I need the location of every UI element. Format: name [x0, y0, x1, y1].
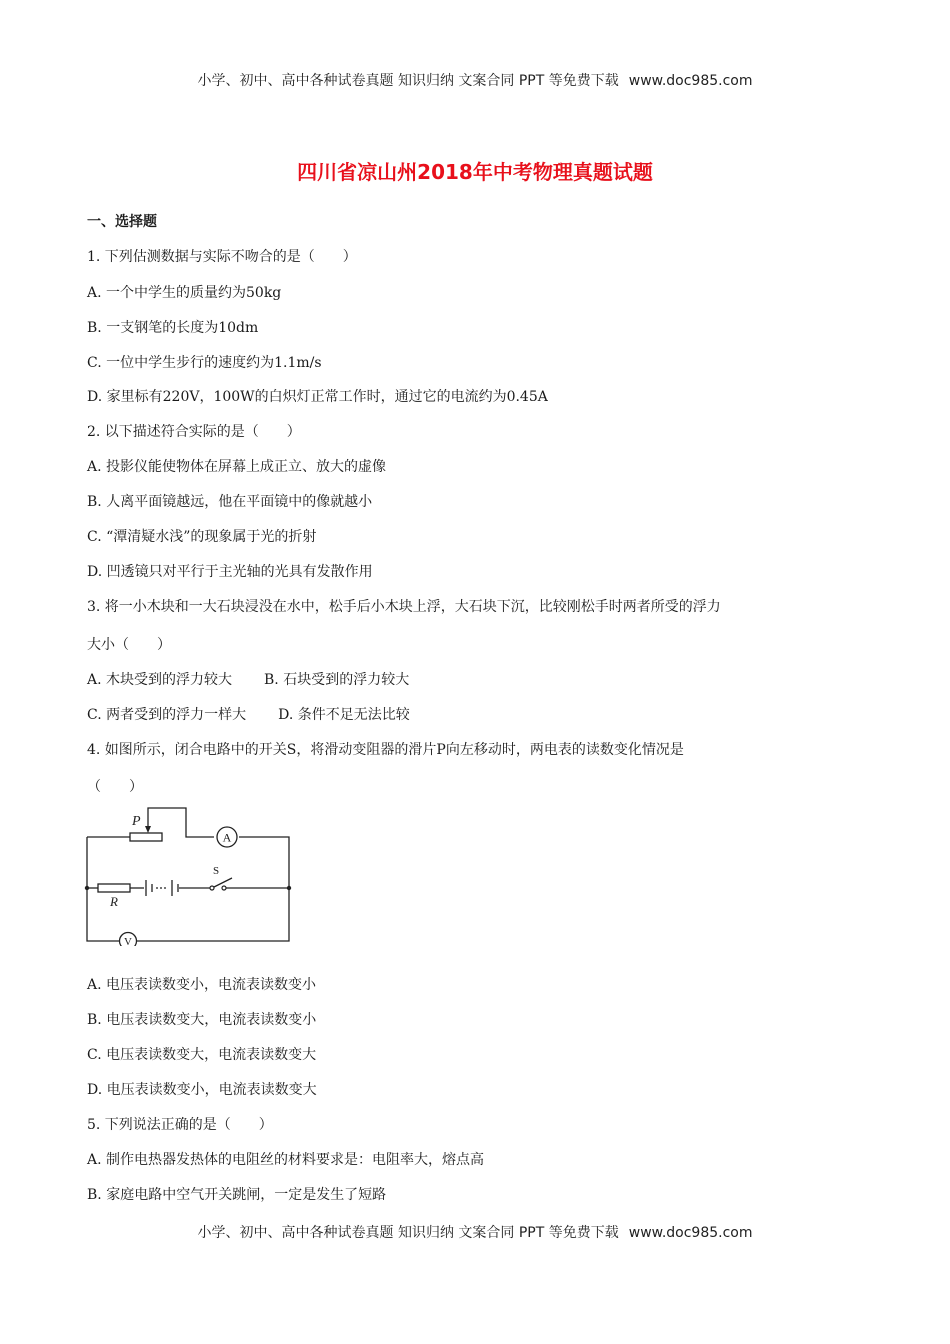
- q1-stem: 1. 下列估测数据与实际不吻合的是（ ）: [87, 249, 357, 265]
- q5-stem: 5. 下列说法正确的是（ ）: [87, 1117, 273, 1133]
- q2-stem: 2. 以下描述符合实际的是（ ）: [87, 424, 301, 440]
- header-text: 小学、初中、高中各种试卷真题 知识归纳 文案合同 PPT 等免费下载: [197, 73, 619, 89]
- voltmeter-label: V: [124, 936, 132, 946]
- q2-option-d: D. 凹透镜只对平行于主光轴的光具有发散作用: [87, 564, 373, 580]
- q3-stem-line2: 大小（ ）: [87, 637, 171, 653]
- page-header: [0, 70, 950, 90]
- q4-option-a: A. 电压表读数变小，电流表读数变小: [87, 977, 317, 993]
- resistor-r: [98, 884, 130, 892]
- q3-options-row2: [87, 704, 410, 724]
- switch-label-s: S: [213, 865, 220, 877]
- q3-option-c: C. 两者受到的浮力一样大: [87, 707, 247, 723]
- q5-option-b: B. 家庭电路中空气开关跳闸，一定是发生了短路: [87, 1187, 387, 1203]
- q2-option-a: A. 投影仪能使物体在屏幕上成正立、放大的虚像: [87, 459, 387, 475]
- q4-stem-line1: 4. 如图所示，闭合电路中的开关S，将滑动变阻器的滑片P向左移动时，两电表的读数变化情况是: [87, 742, 684, 758]
- resistor-label-r: R: [110, 894, 118, 909]
- footer-text: 小学、初中、高中各种试卷真题 知识归纳 文案合同 PPT 等免费下载: [197, 1225, 619, 1241]
- circuit-diagram: [82, 806, 297, 946]
- q3-stem-line1: 3. 将一小木块和一大石块浸没在水中，松手后小木块上浮，大石块下沉，比较刚松手时两者所受的浮力: [87, 599, 721, 615]
- page-title: 四川省凉山州2018年中考物理真题试题: [297, 160, 653, 184]
- switch-contact-b: [222, 886, 226, 890]
- q1-option-a: A. 一个中学生的质量约为50kg: [87, 285, 282, 301]
- ammeter-label: A: [222, 830, 232, 845]
- q1-option-b: B. 一支钢笔的长度为10dm: [87, 320, 259, 336]
- q4-stem-line2: （ ）: [87, 779, 143, 795]
- q3-options-row1: [87, 669, 409, 689]
- slider-label-p: P: [132, 814, 141, 829]
- q3-option-b: B. 石块受到的浮力较大: [264, 672, 410, 688]
- header-site-link[interactable]: www.doc985.com: [628, 73, 753, 89]
- q3-option-a: A. 木块受到的浮力较大: [87, 672, 233, 688]
- q2-option-c: C. “潭清疑水浅”的现象属于光的折射: [87, 529, 317, 545]
- slider-arrow: [145, 826, 151, 833]
- q3-option-d: D. 条件不足无法比较: [278, 707, 410, 723]
- rheostat-body: [130, 833, 162, 841]
- q4-option-c: C. 电压表读数变大，电流表读数变大: [87, 1047, 317, 1063]
- q5-option-a: A. 制作电热器发热体的电阻丝的材料要求是：电阻率大，熔点高: [87, 1152, 485, 1168]
- q2-option-b: B. 人离平面镜越远，他在平面镜中的像就越小: [87, 494, 373, 510]
- q4-option-d: D. 电压表读数变小，电流表读数变大: [87, 1082, 317, 1098]
- q1-option-d: D. 家里标有220V，100W的白炽灯正常工作时，通过它的电流约为0.45A: [87, 389, 548, 405]
- page-footer: [0, 1222, 950, 1242]
- footer-site-link[interactable]: www.doc985.com: [628, 1225, 753, 1241]
- q1-option-c: C. 一位中学生步行的速度约为1.1m/s: [87, 355, 322, 371]
- q4-option-b: B. 电压表读数变大，电流表读数变小: [87, 1012, 317, 1028]
- junction-left: [85, 886, 89, 890]
- section-heading: 一、选择题: [87, 214, 157, 230]
- switch-contact-a: [210, 886, 214, 890]
- junction-right: [287, 886, 291, 890]
